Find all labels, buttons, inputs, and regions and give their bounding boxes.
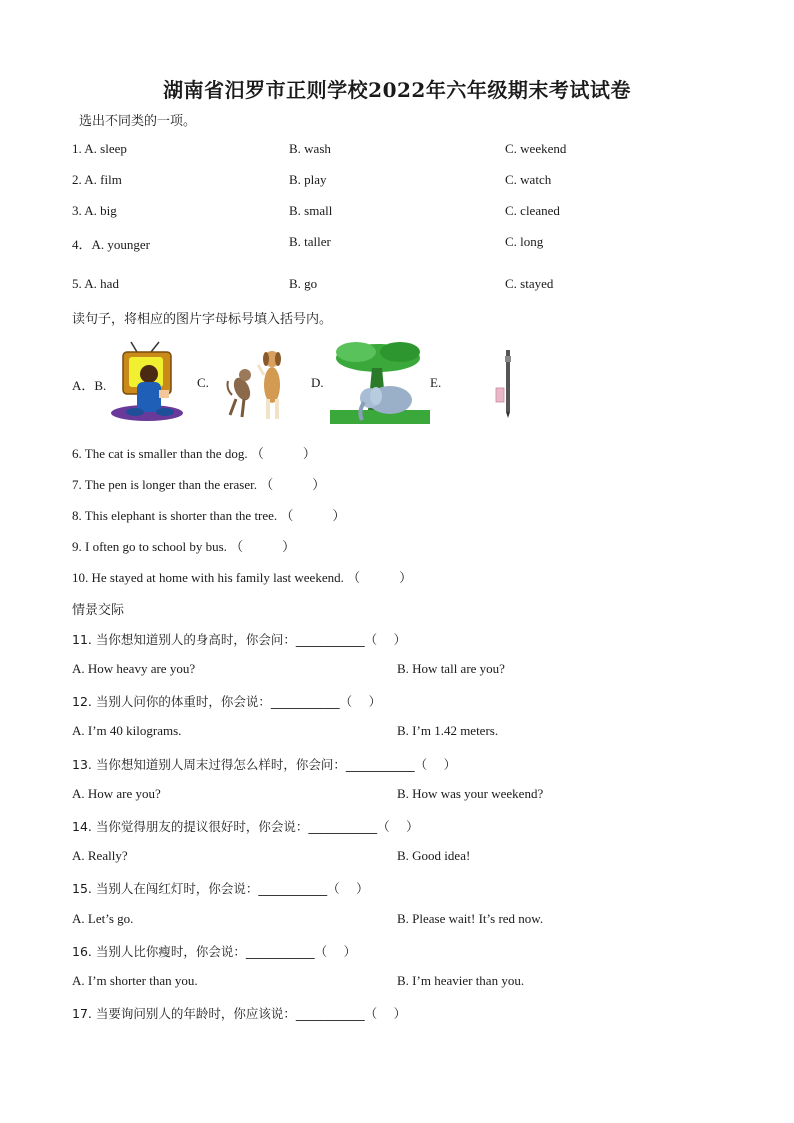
option-a: A. I’m shorter than you. xyxy=(72,973,198,988)
answer-row xyxy=(0,973,794,993)
answer-row xyxy=(0,661,794,681)
option-b: B. small xyxy=(289,203,333,218)
option-b: B. How tall are you? xyxy=(397,661,505,676)
answer-row xyxy=(0,848,794,868)
question-text: 11. 当你想知道别人的身高时，你会问：___________（ ） xyxy=(72,632,407,647)
option-a: 5. A. had xyxy=(72,276,119,291)
option-c: C. long xyxy=(505,234,544,249)
sentence-row xyxy=(0,443,794,463)
sentence-text: 8. This elephant is shorter than the tree. （ ） xyxy=(72,508,346,523)
elephant-and-tree-image xyxy=(330,340,430,425)
sentence-row xyxy=(0,474,794,494)
option-a: A. Let’s go. xyxy=(72,911,134,926)
option-a: A. How are you? xyxy=(72,786,161,801)
question-text: 14. 当你觉得朋友的提议很好时，你会说：___________（ ） xyxy=(72,819,419,834)
question-row xyxy=(0,692,794,712)
section2-heading: 读句子，将相应的图片字母标号填入括号内。 xyxy=(72,312,333,327)
option-b: B. Good idea! xyxy=(397,848,471,863)
picture-label-ab: A．B. xyxy=(72,378,107,393)
picture-label-c: C. xyxy=(197,375,209,390)
question-row xyxy=(0,879,794,899)
section1-heading: 选出不同类的一项。 xyxy=(79,114,197,129)
question-row xyxy=(0,141,794,161)
picture-label-e: E. xyxy=(430,375,442,390)
section3-heading: 情景交际 xyxy=(72,603,125,618)
question-text: 16. 当别人比你瘦时，你会说：___________（ ） xyxy=(72,944,357,959)
child-watching-tv-image xyxy=(107,340,187,425)
option-a: A. Really? xyxy=(72,848,128,863)
option-a: 2. A. film xyxy=(72,172,122,187)
option-c: C. cleaned xyxy=(505,203,560,218)
pen-and-eraser-image xyxy=(490,348,520,420)
sentence-row xyxy=(0,505,794,525)
sentence-text: 9. I often go to school by bus. （ ） xyxy=(72,539,296,554)
picture-label-d: D. xyxy=(311,375,324,390)
sentence-text: 7. The pen is longer than the eraser. （ ） xyxy=(72,477,326,492)
sentence-row xyxy=(0,536,794,556)
page-title: 湖南省汨罗市正则学校2022年六年级期末考试试卷 xyxy=(163,78,631,102)
cat-and-dog-image xyxy=(222,345,294,423)
question-row xyxy=(0,630,794,650)
question-row xyxy=(0,172,794,192)
question-text: 17. 当要询问别人的年龄时，你应该说：___________（ ） xyxy=(72,1006,407,1021)
option-b: B. I’m heavier than you. xyxy=(397,973,525,988)
option-b: B. wash xyxy=(289,141,331,156)
option-b: B. How was your weekend? xyxy=(397,786,544,801)
question-text: 15. 当别人在闯红灯时，你会说：___________（ ） xyxy=(72,881,369,896)
question-row xyxy=(0,203,794,223)
answer-row xyxy=(0,723,794,743)
option-a: A. I’m 40 kilograms. xyxy=(72,723,182,738)
question-row xyxy=(0,276,794,296)
question-row xyxy=(0,234,794,254)
option-b: B. play xyxy=(289,172,327,187)
option-b: B. go xyxy=(289,276,318,291)
question-row xyxy=(0,817,794,837)
sentence-text: 10. He stayed at home with his family last weekend. （ ） xyxy=(72,570,413,585)
question-text: 12. 当别人问你的体重时，你会说：___________（ ） xyxy=(72,694,382,709)
question-row xyxy=(0,1004,794,1024)
option-b: B. taller xyxy=(289,234,331,249)
sentence-row xyxy=(0,567,794,587)
option-c: C. watch xyxy=(505,172,552,187)
question-row xyxy=(0,942,794,962)
sentence-text: 6. The cat is smaller than the dog. （ ） xyxy=(72,446,316,461)
answer-row xyxy=(0,786,794,806)
option-b: B. I’m 1.42 meters. xyxy=(397,723,499,738)
option-c: C. stayed xyxy=(505,276,554,291)
answer-row xyxy=(0,911,794,931)
option-c: C. weekend xyxy=(505,141,567,156)
question-text: 13. 当你想知道别人周末过得怎么样时，你会问：___________（ ） xyxy=(72,757,457,772)
option-a: 1. A. sleep xyxy=(72,141,127,156)
option-a: A. How heavy are you? xyxy=(72,661,196,676)
option-b: B. Please wait! It’s red now. xyxy=(397,911,544,926)
option-a: 3. A. big xyxy=(72,203,117,218)
question-row xyxy=(0,755,794,775)
option-a: 4．A. younger xyxy=(72,237,150,252)
